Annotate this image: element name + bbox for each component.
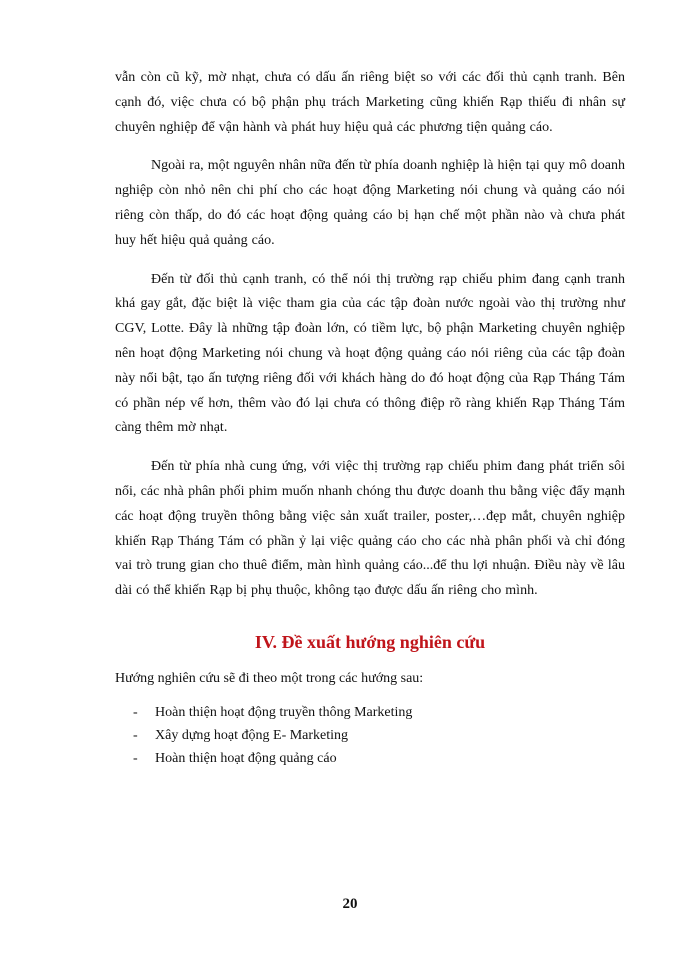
paragraph-4: Đến từ phía nhà cung ứng, với việc thị trường rạp chiếu phim đang phát triển sôi nổi, các nhà phân phối phim muốn nhanh chóng thu được doanh thu bằng việc đẩy mạnh các hoạt động truyền thông bằng việc sản xuất trailer, poster,…đẹp mắt, chuyên nghiệp khiến Rạp Tháng Tám có phần ỷ lại việc quảng cáo cho các nhà phân phối và chỉ đóng vai trò trung gian cho thuê điểm, màn hình quảng cáo...để thu lợi nhuận. Điều này về lâu dài có thể khiến Rạp bị phụ thuộc, không tạo được dấu ấn riêng cho mình. xyxy=(115,459,625,599)
bullet-dash: - xyxy=(133,704,138,720)
page-number: 20 xyxy=(342,896,358,912)
paragraph-3: Đến từ đối thủ cạnh tranh, có thể nói thị trường rạp chiếu phim đang cạnh tranh khá gay gắt, đặc biệt là việc tham gia của các tập đoàn nước ngoài vào thị trường như CGV, Lotte. Đây là những tập đoàn lớn, có tiềm lực, bộ phận Marketing chuyên nghiệp nên hoạt động Marketing nói chung và hoạt động quảng cáo nói riêng của các tập đoàn này nổi bật, tạo ấn tượng riêng đối với khách hàng do đó hoạt động của Rạp Tháng Tám có phần nép vế hơn, thêm vào đó lại chưa có thông điệp rõ ràng khiến Rạp Tháng Tám càng thêm mờ nhạt. xyxy=(115,271,625,436)
paragraph-1: vẫn còn cũ kỹ, mờ nhạt, chưa có dấu ấn riêng biệt so với các đối thủ cạnh tranh. Bên cạnh đó, việc chưa có bộ phận phụ trách Marketing cũng khiến Rạp thiếu đi nhân sự chuyên nghiệp để vận hành và phát huy hiệu quả các phương tiện quảng cáo. xyxy=(115,70,625,135)
list-item-text: Hoàn thiện hoạt động quảng cáo xyxy=(155,750,337,766)
bullet-dash: - xyxy=(133,750,138,766)
section-heading: IV. Đề xuất hướng nghiên cứu xyxy=(254,631,486,652)
list-item-text: Xây dựng hoạt động E- Marketing xyxy=(155,727,349,743)
list-item xyxy=(115,702,625,724)
list-item-text: Hoàn thiện hoạt động truyền thông Marketing xyxy=(155,704,413,720)
list-item xyxy=(115,725,625,747)
paragraph-2: Ngoài ra, một nguyên nhân nữa đến từ phía doanh nghiệp là hiện tại quy mô doanh nghiệp còn nhỏ nên chi phí cho các hoạt động Marketing nói chung và quảng cáo nói riêng còn thấp, do đó các hoạt động quảng cáo bị hạn chế một phần nào và chưa phát huy hết hiệu quả quảng cáo. xyxy=(115,158,625,248)
page-content xyxy=(115,66,625,771)
bullet-dash: - xyxy=(133,727,138,743)
direction-list xyxy=(115,702,625,770)
list-item xyxy=(115,748,625,770)
section-intro: Hướng nghiên cứu sẽ đi theo một trong các hướng sau: xyxy=(115,670,424,686)
